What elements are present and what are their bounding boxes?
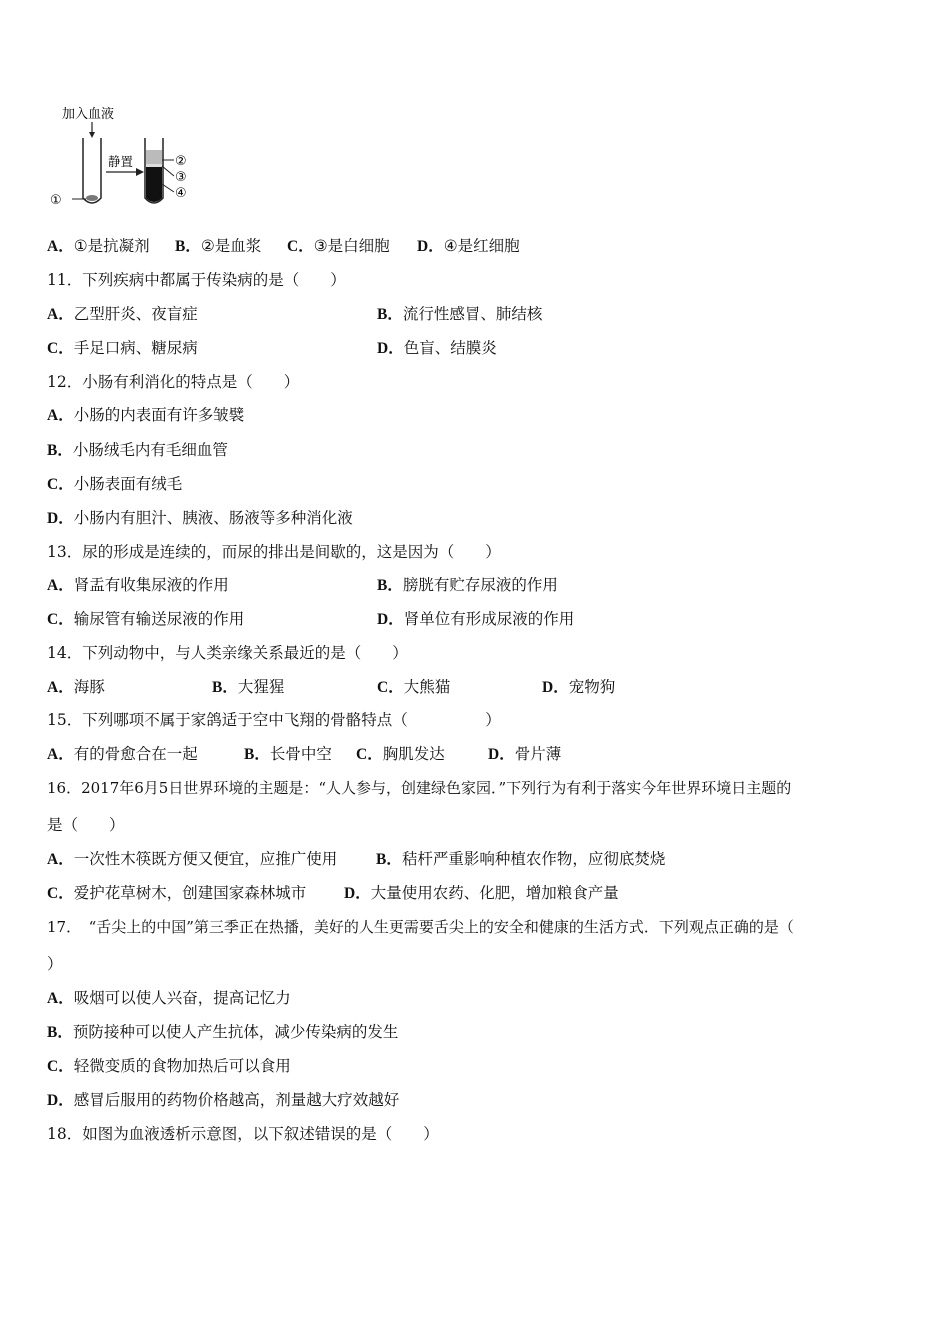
q12-option-c-line — [47, 474, 182, 495]
q17-stem-line1: 17． “舌尖上的中国”第三季正在热播，美好的人生更需要舌尖上的安全和健康的生活方式．下列观点正确的是（ — [47, 918, 794, 936]
mark-3: ③ — [175, 170, 187, 185]
q12-option-d: 小肠内有胆汁、胰液、肠液等多种消化液 — [73, 509, 353, 527]
plasma-layer — [146, 150, 162, 164]
q17-option-a-label: A． — [47, 990, 74, 1007]
q12-option-c: 小肠表面有绒毛 — [73, 475, 183, 493]
q17-option-a-line — [47, 988, 291, 1009]
mark-4: ④ — [175, 186, 187, 201]
q14-option-b-label: B． — [212, 679, 238, 696]
q17-option-c-line — [47, 1056, 291, 1077]
q14-stem: 14．下列动物中，与人类亲缘关系最近的是（ ） — [47, 644, 408, 662]
q13-option-c-label: C． — [47, 611, 74, 628]
q12-option-a: 小肠的内表面有许多皱襞 — [73, 406, 245, 424]
q12-option-a-label: A． — [47, 407, 74, 424]
q10-option-d-label: D． — [417, 238, 444, 255]
red-cell-layer — [146, 167, 162, 202]
q13-option-a: 肾盂有收集尿液的作用 — [73, 576, 229, 594]
q12-option-d-label: D． — [47, 510, 74, 527]
q16-option-a: 一次性木筷既方便又便宜，应推广使用 — [73, 850, 338, 868]
q16-stem-line2: 是（ ） — [47, 816, 125, 834]
q15-option-d-label: D． — [488, 746, 515, 763]
q16-option-c-label: C． — [47, 885, 74, 902]
q12-option-c-label: C． — [47, 476, 74, 493]
q12-option-d-line — [47, 508, 353, 529]
q11-option-a: 乙型肝炎、夜盲症 — [73, 305, 198, 323]
q14-option-d-label: D． — [542, 679, 569, 696]
q11-option-d: 色盲、结膜炎 — [403, 339, 497, 357]
mark-2: ② — [175, 154, 187, 169]
q16-option-b: 秸杆严重影响种植农作物，应彻底焚烧 — [401, 850, 666, 868]
q13-option-b: 膀胱有贮存尿液的作用 — [402, 576, 558, 594]
q17-option-a: 吸烟可以使人兴奋，提高记忆力 — [73, 989, 291, 1007]
q16-option-d-label: D． — [344, 885, 371, 902]
q14-option-a: 海豚 — [73, 678, 105, 696]
q17-option-d-label: D． — [47, 1092, 74, 1109]
white-cell-layer — [146, 164, 162, 167]
q11-option-b: 流行性感冒、肺结核 — [402, 305, 543, 323]
q11-stem: 11．下列疾病中都属于传染病的是（ ） — [47, 271, 346, 289]
q11-option-c: 手足口病、糖尿病 — [73, 339, 198, 357]
q12-stem: 12．小肠有利消化的特点是（ ） — [47, 373, 300, 391]
q15-option-b: 长骨中空 — [269, 745, 332, 763]
anticoagulant-layer — [86, 195, 98, 201]
q16-option-d: 大量使用农药、化肥，增加粮食产量 — [370, 884, 619, 902]
q11-option-b-label: B． — [377, 306, 403, 323]
q13-option-d: 肾单位有形成尿液的作用 — [403, 610, 575, 628]
q13-option-a-label: A． — [47, 577, 74, 594]
blood-test-tube-figure — [50, 100, 210, 215]
q10-option-b: ②是血浆 — [200, 237, 262, 255]
q17-option-b-label: B． — [47, 1024, 73, 1041]
q12-option-b: 小肠绒毛内有毛细血管 — [72, 441, 228, 459]
mark-1: ① — [50, 193, 62, 208]
q15-option-c-label: C． — [356, 746, 383, 763]
q16-option-c: 爱护花草树木，创建国家森林城市 — [73, 884, 307, 902]
q10-option-c: ③是白细胞 — [313, 237, 390, 255]
stand-label: 静置 — [108, 154, 134, 169]
q17-option-d: 感冒后服用的药物价格越高，剂量越大疗效越好 — [73, 1091, 400, 1109]
q15-option-a: 有的骨愈合在一起 — [73, 745, 198, 763]
q14-option-c-label: C． — [377, 679, 404, 696]
q12-option-b-label: B． — [47, 442, 73, 459]
q17-stem-line2: ） — [47, 955, 63, 973]
q13-option-c: 输尿管有输送尿液的作用 — [73, 610, 245, 628]
q13-option-d-label: D． — [377, 611, 404, 628]
q10-option-a-label: A． — [47, 238, 74, 255]
q10-option-c-label: C． — [287, 238, 314, 255]
test-tube-diagram — [50, 100, 210, 215]
q14-option-c: 大熊猫 — [403, 678, 451, 696]
q11-option-a-label: A． — [47, 306, 74, 323]
q11-option-d-label: D． — [377, 340, 404, 357]
q15-stem: 15．下列哪项不属于家鸽适于空中飞翔的骨骼特点（ ） — [47, 711, 501, 729]
q17-option-c: 轻微变质的食物加热后可以食用 — [73, 1057, 291, 1075]
q12-option-b-line — [47, 440, 228, 461]
q17-option-c-label: C． — [47, 1058, 74, 1075]
q17-option-b: 预防接种可以使人产生抗体，减少传染病的发生 — [72, 1023, 399, 1041]
left-test-tube — [83, 138, 101, 203]
q15-option-b-label: B． — [244, 746, 270, 763]
q12-option-a-line — [47, 405, 244, 426]
q11-option-c-label: C． — [47, 340, 74, 357]
q14-option-a-label: A． — [47, 679, 74, 696]
q10-option-b-label: B． — [175, 238, 201, 255]
q15-option-c: 胸肌发达 — [382, 745, 445, 763]
q16-option-a-label: A． — [47, 851, 74, 868]
q14-option-b: 大猩猩 — [237, 678, 285, 696]
q15-option-a-label: A． — [47, 746, 74, 763]
q10-option-a: ①是抗凝剂 — [73, 237, 150, 255]
q18-stem: 18．如图为血液透析示意图，以下叙述错误的是（ ） — [47, 1125, 439, 1143]
q16-option-b-label: B． — [376, 851, 402, 868]
q10-option-d: ④是红细胞 — [443, 237, 520, 255]
q13-option-b-label: B． — [377, 577, 403, 594]
q17-option-d-line — [47, 1090, 399, 1111]
q16-stem-line1: 16．2017年6月5日世界环境的主题是：“人人参与，创建绿色家园．”下列行为有利于落实今年世界环境日主题的 — [47, 779, 792, 797]
q14-option-d: 宠物狗 — [568, 678, 616, 696]
add-blood-label: 加入血液 — [62, 107, 115, 122]
q15-option-d: 骨片薄 — [514, 745, 562, 763]
q17-option-b-line — [47, 1022, 398, 1043]
q13-stem: 13．尿的形成是连续的，而尿的排出是间歇的，这是因为（ ） — [47, 543, 501, 561]
